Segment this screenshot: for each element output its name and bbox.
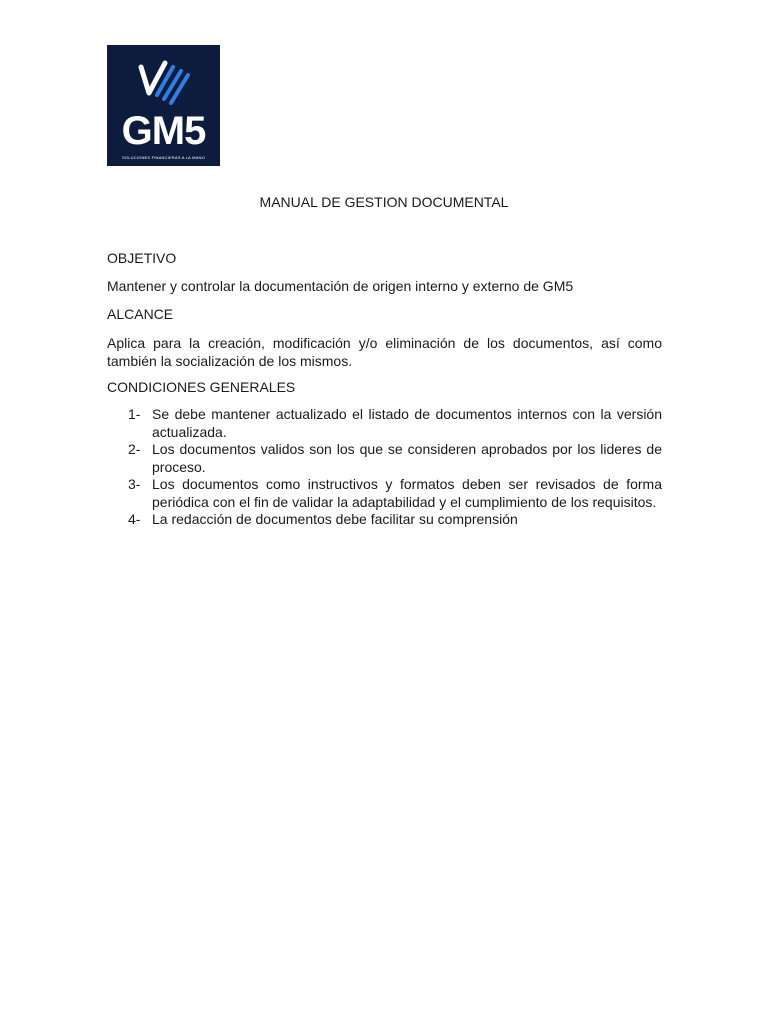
paragraph-alcance: Aplica para la creación, modificación y/o eliminación de los documentos, así como también la socialización de los mismos. [107, 335, 662, 369]
list-item-number: 1- [128, 406, 141, 422]
paragraph-objetivo: Mantener y controlar la documentación de origen interno y externo de GM5 [107, 278, 574, 294]
logo-wordmark: GM5 [121, 109, 206, 153]
list-item [107, 406, 662, 441]
list-item-number: 3- [128, 476, 141, 492]
list-item [107, 511, 662, 529]
list-item-text: Los documentos como instructivos y formatos deben ser revisados de forma periódica con el fin de validar la adaptabilidad y el cumplimiento de los requisitos. [152, 476, 662, 510]
list-item-number: 2- [128, 441, 141, 457]
list-item-number: 4- [128, 511, 141, 527]
logo-tagline: SOLUCIONES FINANCIERAS A LA MANO [122, 155, 205, 160]
list-item [107, 441, 662, 476]
gm5-logo [107, 45, 220, 166]
document-title: MANUAL DE GESTION DOCUMENTAL [259, 194, 509, 210]
heading-condiciones-generales: CONDICIONES GENERALES [107, 379, 296, 395]
list-item [107, 476, 662, 511]
list-item-text: La redacción de documentos debe facilitar su comprensión [152, 511, 518, 527]
list-item-text: Los documentos validos son los que se consideren aprobados por los lideres de proceso. [152, 441, 662, 475]
list-item-text: Se debe mantener actualizado el listado de documentos internos con la versión actualizada. [152, 406, 662, 440]
heading-alcance: ALCANCE [107, 306, 174, 322]
condiciones-list [107, 406, 662, 529]
heading-objetivo: OBJETIVO [107, 250, 177, 266]
